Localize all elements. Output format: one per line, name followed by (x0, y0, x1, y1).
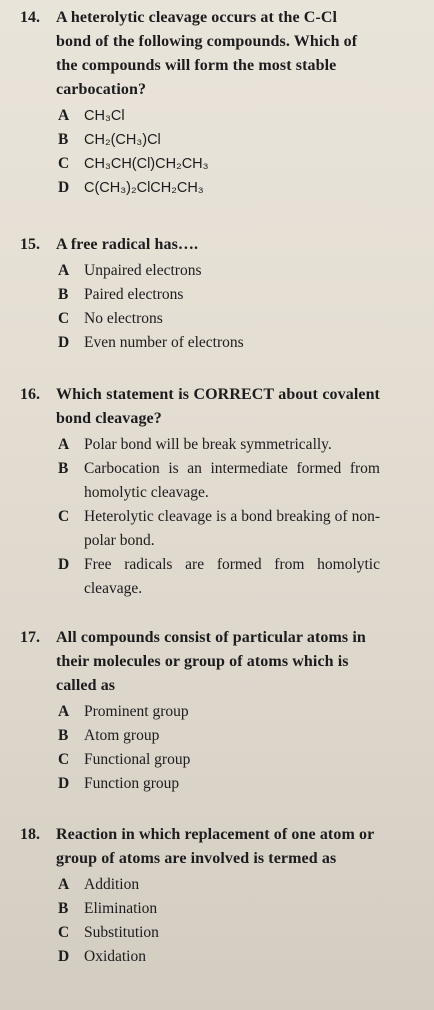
option-b (58, 897, 380, 921)
option-text: Paired electrons (84, 286, 184, 303)
question-number: 17. (20, 629, 40, 646)
option-letter: C (58, 310, 70, 327)
option-text: Heterolytic cleavage is a bond breaking of non-polar bond. (84, 508, 380, 549)
option-letter: A (58, 876, 70, 893)
question-number: 18. (20, 826, 40, 843)
question-15 (20, 233, 370, 355)
question-text: All compounds consist of particular atoms in their molecules or group of atoms which is called as (56, 629, 366, 694)
option-letter: A (58, 436, 70, 453)
option-letter: B (58, 131, 69, 148)
question-text: A free radical has…. (56, 236, 199, 253)
question-stem (20, 823, 380, 871)
option-text: Unpaired electrons (84, 262, 202, 279)
option-list (20, 700, 380, 796)
option-text: Free radicals are formed from homolytic cleavage. (84, 556, 380, 597)
option-letter: D (58, 179, 70, 196)
question-number: 15. (20, 236, 40, 253)
question-16 (20, 383, 380, 601)
option-letter: D (58, 775, 70, 792)
question-text: Reaction in which replacement of one atom or group of atoms are involved is termed as (56, 826, 374, 867)
option-letter: D (58, 556, 70, 573)
option-text: C(CH₃)₂ClCH₂CH₃ (84, 180, 204, 196)
option-a (58, 433, 380, 457)
question-17 (20, 626, 380, 796)
option-c (58, 152, 370, 176)
option-letter: C (58, 751, 70, 768)
option-list (20, 873, 380, 969)
option-text: Substitution (84, 924, 159, 941)
option-letter: B (58, 727, 69, 744)
option-d (58, 176, 370, 200)
option-list (20, 433, 380, 601)
option-a (58, 700, 380, 724)
option-letter: C (58, 508, 70, 525)
question-18 (20, 823, 380, 969)
option-letter: B (58, 286, 69, 303)
option-text: CH₃CH(Cl)CH₂CH₃ (84, 156, 209, 172)
option-letter: B (58, 900, 69, 917)
option-letter: D (58, 334, 70, 351)
question-text: A heterolytic cleavage occurs at the C-Cl bond of the following compounds. Which of the compounds will form the most stable carbocation? (56, 9, 358, 98)
option-text: CH₃Cl (84, 108, 125, 124)
question-stem (20, 626, 380, 698)
option-text: No electrons (84, 310, 163, 327)
option-text: CH₂(CH₃)Cl (84, 132, 161, 148)
option-text: Atom group (84, 727, 160, 744)
option-d (58, 772, 380, 796)
option-a (58, 873, 380, 897)
option-d (58, 553, 380, 601)
option-letter: C (58, 924, 70, 941)
option-d (58, 331, 370, 355)
option-text: Functional group (84, 751, 191, 768)
option-text: Oxidation (84, 948, 146, 965)
option-c (58, 505, 380, 553)
option-letter: D (58, 948, 70, 965)
question-14 (20, 6, 370, 200)
option-letter: A (58, 262, 70, 279)
option-list (20, 104, 370, 200)
question-number: 16. (20, 386, 40, 403)
option-c (58, 748, 380, 772)
option-text: Carbocation is an intermediate formed from homolytic cleavage. (84, 460, 380, 501)
option-c (58, 307, 370, 331)
option-b (58, 283, 370, 307)
option-letter: B (58, 460, 69, 477)
option-text: Prominent group (84, 703, 189, 720)
option-text: Function group (84, 775, 180, 792)
option-letter: A (58, 107, 70, 124)
option-letter: A (58, 703, 70, 720)
question-stem (20, 6, 370, 102)
option-d (58, 945, 380, 969)
option-c (58, 921, 380, 945)
option-b (58, 724, 380, 748)
question-stem (20, 233, 370, 257)
option-text: Addition (84, 876, 140, 893)
option-b (58, 457, 380, 505)
option-a (58, 104, 370, 128)
option-list (20, 259, 370, 355)
option-text: Even number of electrons (84, 334, 244, 351)
question-stem (20, 383, 380, 431)
question-number: 14. (20, 9, 40, 26)
option-b (58, 128, 370, 152)
question-text: Which statement is CORRECT about covalent bond cleavage? (56, 386, 380, 427)
option-a (58, 259, 370, 283)
option-text: Polar bond will be break symmetrically. (84, 436, 332, 453)
option-letter: C (58, 155, 70, 172)
option-text: Elimination (84, 900, 158, 917)
